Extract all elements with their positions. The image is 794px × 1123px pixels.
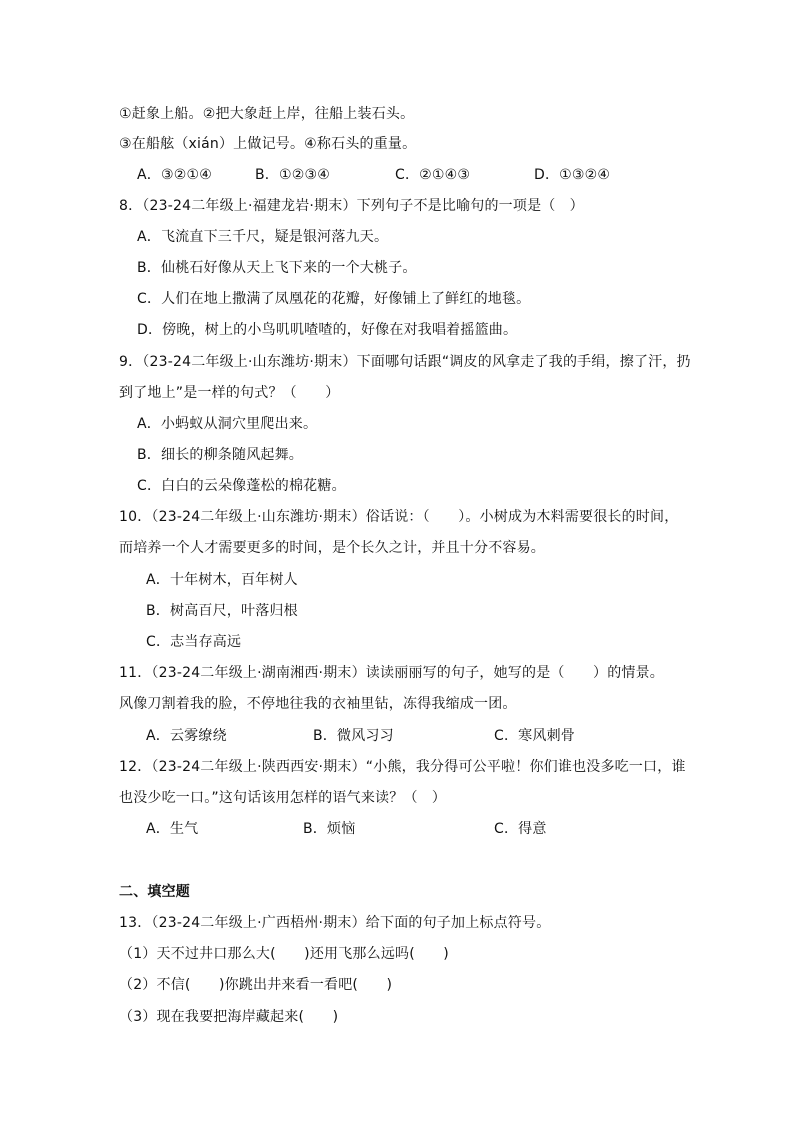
q11-stem-line-1: 11．（23-24二年级上·湖南湘西·期末）读读丽丽写的句子，她写的是（ ）的情景。 <box>119 665 664 681</box>
q10-option-c[interactable]: C．志当存高远 <box>146 634 242 650</box>
q11-options <box>146 726 575 746</box>
q8-option-a[interactable]: A．飞流直下三千尺，疑是银河落九天。 <box>137 229 389 245</box>
q12-options <box>146 819 547 839</box>
q11-option-a[interactable]: A．云雾缭绕 <box>146 728 227 744</box>
q10-stem-line-2: 而培养一个人才需要更多的时间，是个长久之计，并且十分不容易。 <box>119 540 545 556</box>
q7-option-c[interactable]: C．②①④③ <box>395 167 471 183</box>
q9-option-b[interactable]: B．细长的柳条随风起舞。 <box>137 447 304 463</box>
q13-stem: 13．（23-24二年级上·广西梧州·期末）给下面的句子加上标点符号。 <box>119 915 551 931</box>
section-heading-fill-in: 二、填空题 <box>119 884 190 900</box>
q9-stem-line-2: 到了地上”是一样的句式？（ ） <box>119 385 340 401</box>
q11-option-b[interactable]: B．微风习习 <box>313 728 394 744</box>
q12-option-c[interactable]: C．得意 <box>494 821 547 837</box>
q7-option-d[interactable]: D．①③②④ <box>534 167 611 183</box>
q10-option-a[interactable]: A．十年树木，百年树人 <box>146 572 298 588</box>
q12-stem-line-2: 也没少吃一口。”这句话该用怎样的语气来读？（ ） <box>119 790 447 806</box>
q12-option-a[interactable]: A．生气 <box>146 821 199 837</box>
q7-option-b[interactable]: B．①②③④ <box>255 167 331 183</box>
q7-options <box>137 165 610 185</box>
q9-option-a[interactable]: A．小蚂蚁从洞穴里爬出来。 <box>137 416 318 432</box>
q7-option-a[interactable]: A．③②①④ <box>137 167 212 183</box>
q10-option-b[interactable]: B．树高百尺，叶落归根 <box>146 603 298 619</box>
q9-stem-line-1: 9．（23-24二年级上·山东潍坊·期末）下面哪句话跟“调皮的风拿走了我的手绢，擦了汗，扔 <box>119 354 691 370</box>
q8-stem: 8．（23-24二年级上·福建龙岩·期末）下列句子不是比喻句的一项是（ ） <box>119 198 584 214</box>
q8-option-c[interactable]: C．人们在地上撒满了凤凰花的花瓣，好像铺上了鲜红的地毯。 <box>137 291 531 307</box>
q7-line-1: ①赶象上船。②把大象赶上岸，往船上装石头。 <box>119 106 415 122</box>
q13-item-3[interactable]: （3）现在我要把海岸藏起来( ) <box>119 1009 339 1025</box>
q8-option-b[interactable]: B．仙桃石好像从天上飞下来的一个大桃子。 <box>137 260 417 276</box>
q11-stem-line-2: 风像刀割着我的脸，不停地往我的衣袖里钻，冻得我缩成一团。 <box>119 696 517 712</box>
q11-option-c[interactable]: C．寒风刺骨 <box>494 728 575 744</box>
q12-stem-line-1: 12．（23-24二年级上·陕西西安·期末）“小熊，我分得可公平啦！你们谁也没多吃一口，谁 <box>119 759 686 775</box>
q8-option-d[interactable]: D．傍晚，树上的小鸟叽叽喳喳的，好像在对我唱着摇篮曲。 <box>137 322 518 338</box>
q7-line-2: ③在船舷（xián）上做记号。④称石头的重量。 <box>119 136 417 152</box>
q12-option-b[interactable]: B．烦恼 <box>303 821 356 837</box>
q13-item-1[interactable]: （1）天不过井口那么大( )还用飞那么远吗( ) <box>119 946 449 962</box>
q13-item-2[interactable]: （2）不信( )你跳出井来看一看吧( ) <box>119 977 393 993</box>
q9-option-c[interactable]: C．白白的云朵像蓬松的棉花糖。 <box>137 478 346 494</box>
q10-stem-line-1: 10．（23-24二年级上·山东潍坊·期末）俗话说：（ ）。小树成为木料需要很长的时间， <box>119 509 679 525</box>
